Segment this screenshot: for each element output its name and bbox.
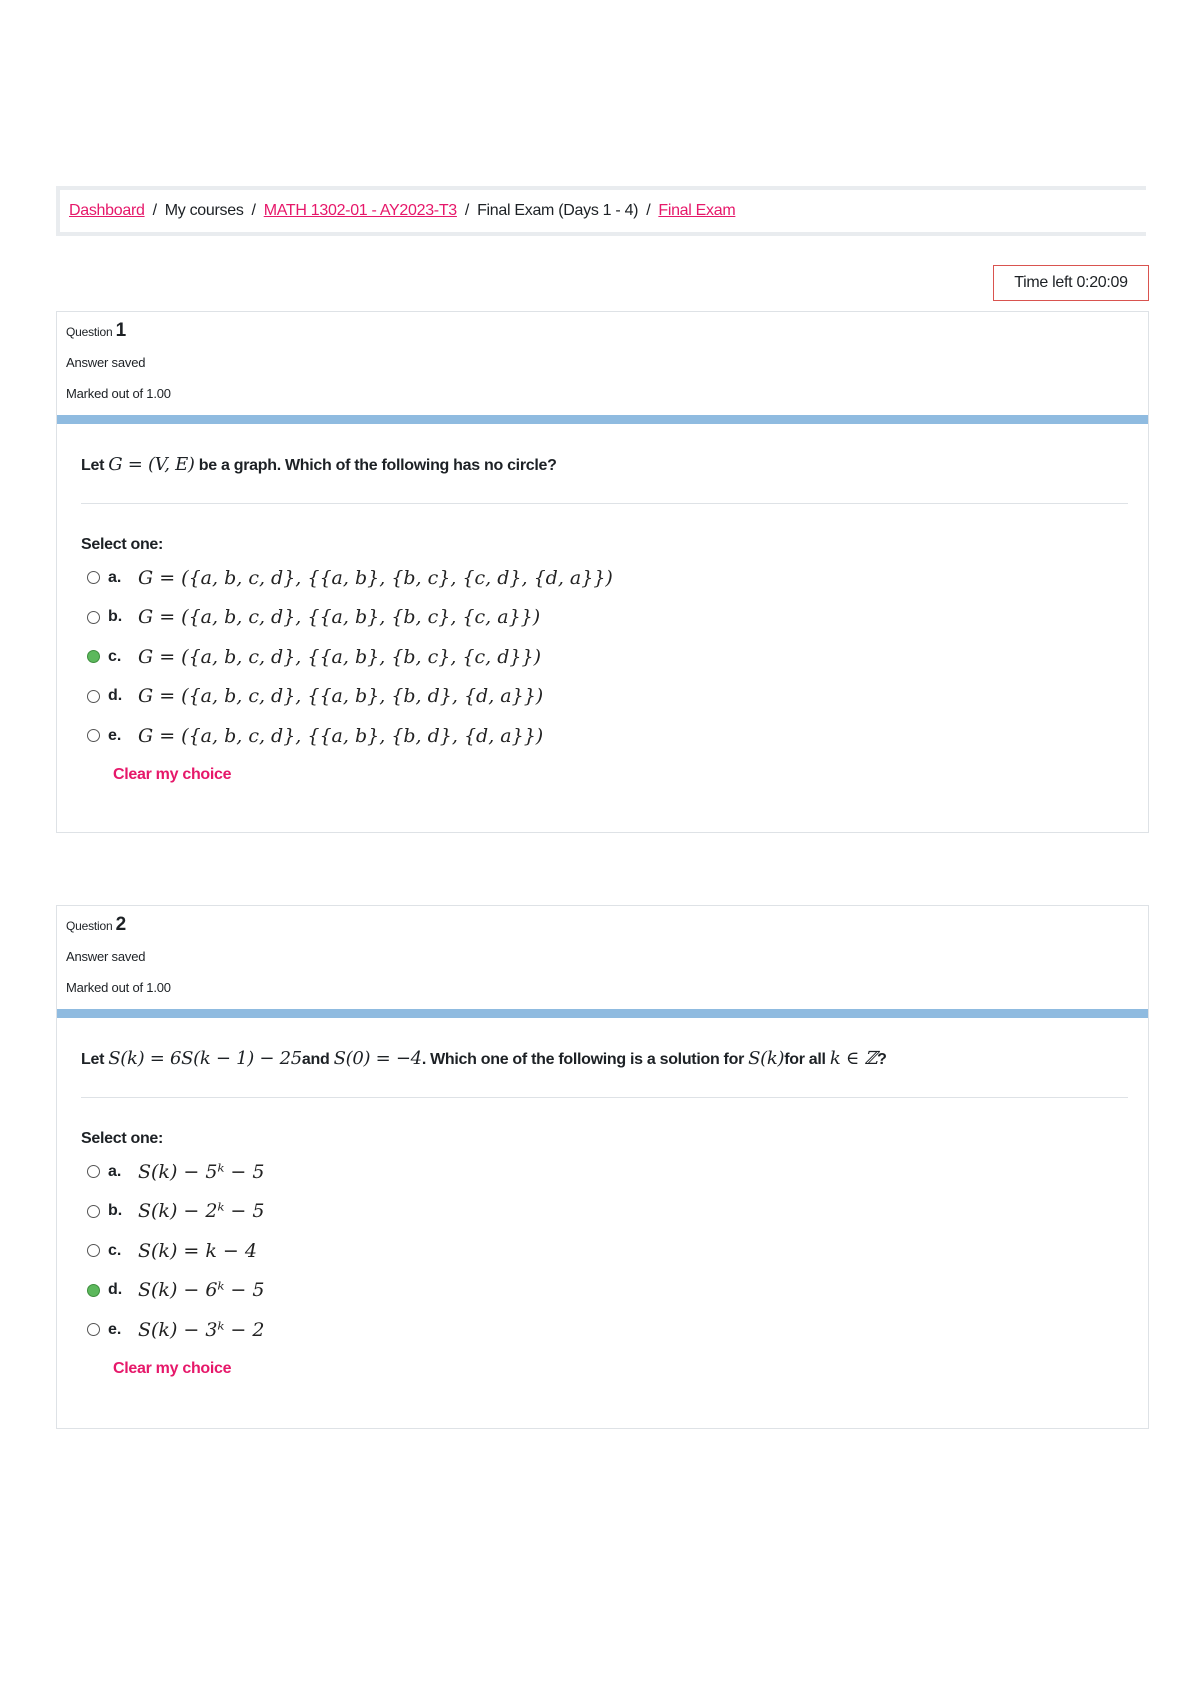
answer-option-e[interactable] <box>81 1310 1128 1350</box>
option-letter: d. <box>108 687 123 705</box>
option-letter: b. <box>108 1202 123 1220</box>
clear-my-choice-link[interactable]: Clear my choice <box>113 765 232 783</box>
option-letter: d. <box>108 1281 123 1299</box>
question-text-part: ? <box>877 1051 887 1068</box>
answer-option-b[interactable] <box>81 1192 1128 1232</box>
radio-button[interactable] <box>87 1284 100 1297</box>
answer-option-e[interactable] <box>81 716 1128 756</box>
question-text <box>81 454 1128 475</box>
breadcrumb-separator: / <box>646 202 651 219</box>
answer-option-b[interactable] <box>81 598 1128 638</box>
radio-button[interactable] <box>87 611 100 624</box>
breadcrumb-dashboard-link[interactable]: Dashboard <box>69 202 145 219</box>
question-text-part: . Which one of the following is a solution for <box>421 1051 749 1068</box>
radio-button[interactable] <box>87 1244 100 1257</box>
option-math: S(k) = k − 4 <box>138 1239 257 1262</box>
question-state: Answer saved <box>66 355 146 370</box>
option-math: S(k) − 3ᵏ − 2 <box>138 1318 265 1341</box>
option-math: S(k) − 2ᵏ − 5 <box>138 1200 265 1223</box>
radio-button[interactable] <box>87 650 100 663</box>
question-text <box>81 1048 1128 1069</box>
question-number <box>66 914 1140 936</box>
question-divider-bar <box>57 415 1148 424</box>
question-text-part: Let <box>81 457 109 474</box>
question-text-part: for all <box>784 1051 830 1068</box>
question-grade: Marked out of 1.00 <box>66 980 171 995</box>
answer-option-a[interactable] <box>81 558 1128 598</box>
answer-option-c[interactable] <box>81 637 1128 677</box>
answer-options <box>81 1152 1128 1350</box>
question-divider-bar <box>57 1009 1148 1018</box>
option-math: G = ({a, b, c, d}, {{a, b}, {b, d}, {d, a}}) <box>138 685 544 708</box>
select-one-prompt: Select one: <box>81 536 164 553</box>
option-math: G = ({a, b, c, d}, {{a, b}, {b, c}, {c, a}}) <box>138 606 541 629</box>
option-letter: a. <box>108 568 122 586</box>
radio-button[interactable] <box>87 1205 100 1218</box>
question-label: Question <box>66 919 113 933</box>
question-content <box>57 424 1148 804</box>
clear-my-choice-link[interactable]: Clear my choice <box>113 1359 232 1377</box>
breadcrumb-my-courses: My courses <box>164 202 244 219</box>
question-number <box>66 320 1140 342</box>
breadcrumb-separator: / <box>152 202 157 219</box>
breadcrumb-course-link[interactable]: MATH 1302-01 - AY2023-T3 <box>263 202 457 219</box>
question-1 <box>56 311 1149 833</box>
question-number-value: 2 <box>115 914 126 935</box>
option-letter: a. <box>108 1162 122 1180</box>
question-content <box>57 1018 1148 1398</box>
question-text-part: be a graph. Which of the following has no circle? <box>194 457 557 474</box>
content-divider <box>81 1097 1128 1098</box>
question-math: S(k) = 6S(k − 1) − 25 <box>108 1048 302 1069</box>
answer-option-a[interactable] <box>81 1152 1128 1192</box>
select-one-prompt: Select one: <box>81 1130 164 1147</box>
question-number-value: 1 <box>115 320 126 341</box>
question-math: S(k) <box>748 1048 785 1069</box>
radio-button[interactable] <box>87 571 100 584</box>
question-math: S(0) = −4 <box>333 1048 422 1069</box>
question-label: Question <box>66 325 113 339</box>
question-2 <box>56 905 1149 1429</box>
option-letter: b. <box>108 608 123 626</box>
option-letter: e. <box>108 726 122 744</box>
option-math: G = ({a, b, c, d}, {{a, b}, {b, d}, {d, a}}) <box>138 724 544 747</box>
question-state: Answer saved <box>66 949 146 964</box>
option-letter: e. <box>108 1320 122 1338</box>
time-left-timer: Time left 0:20:09 <box>993 265 1149 301</box>
breadcrumb-exam-section: Final Exam (Days 1 - 4) <box>477 202 639 219</box>
breadcrumb-final-exam-link[interactable]: Final Exam <box>658 202 736 219</box>
breadcrumb-separator: / <box>464 202 470 219</box>
question-grade: Marked out of 1.00 <box>66 386 171 401</box>
option-letter: c. <box>108 1241 122 1259</box>
option-math: S(k) − 6ᵏ − 5 <box>138 1279 265 1302</box>
option-letter: c. <box>108 647 122 665</box>
radio-button[interactable] <box>87 1165 100 1178</box>
question-text-part: Let <box>81 1051 109 1068</box>
option-math: G = ({a, b, c, d}, {{a, b}, {b, c}, {c, d}, {d, a}}) <box>138 566 613 589</box>
option-math: G = ({a, b, c, d}, {{a, b}, {b, c}, {c, d}}) <box>138 645 541 668</box>
answer-option-c[interactable] <box>81 1231 1128 1271</box>
radio-button[interactable] <box>87 690 100 703</box>
question-math: G = (V, E) <box>108 454 195 475</box>
answer-option-d[interactable] <box>81 1271 1128 1311</box>
option-math: S(k) − 5ᵏ − 5 <box>138 1160 265 1183</box>
content-divider <box>81 503 1128 504</box>
breadcrumb-separator: / <box>251 202 256 219</box>
question-text-part: and <box>301 1051 334 1068</box>
breadcrumb <box>56 186 1146 236</box>
radio-button[interactable] <box>87 1323 100 1336</box>
question-info <box>57 906 1148 1009</box>
question-math: k ∈ ℤ <box>829 1048 878 1069</box>
question-info <box>57 312 1148 415</box>
answer-options <box>81 558 1128 756</box>
radio-button[interactable] <box>87 729 100 742</box>
answer-option-d[interactable] <box>81 677 1128 717</box>
